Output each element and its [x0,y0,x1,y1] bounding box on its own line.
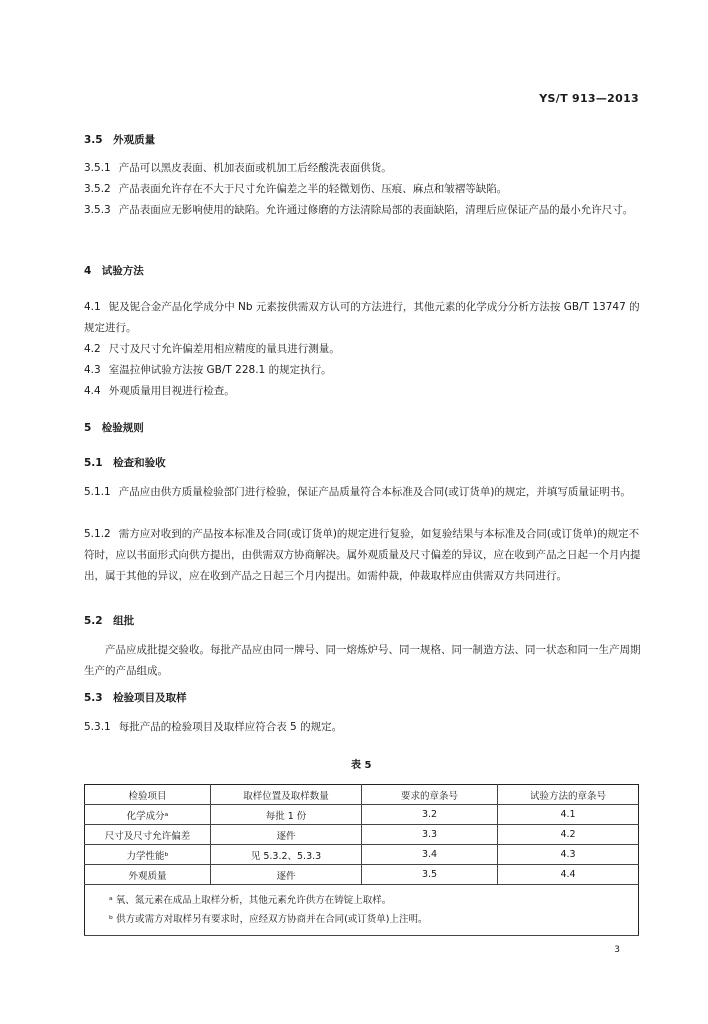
table-cell: 逐件 [211,865,362,885]
table-cell: 4.4 [498,865,639,885]
para-number: 4.2 [84,343,101,355]
table-cell: 4.2 [498,825,639,845]
table-cell: 3.3 [362,825,498,845]
table-row [85,825,639,845]
table-caption: 表 5 [351,760,372,771]
para-number: 5.1.2 [84,528,111,540]
section-5-1-heading: 5.1 检查和验收 [84,457,166,469]
para-text: 产品表面应无影响使用的缺陷。允许通过修磨的方法清除局部的表面缺陷，清理后应保证产品的最小允许尺寸。 [118,204,634,216]
para-number: 4.4 [84,385,101,397]
para-3-5-3 [84,200,644,221]
para-text: 产品应由供方质量检验部门进行检验，保证产品质量符合本标准及合同(或订货单)的规定，并填写质量证明书。 [118,486,631,498]
para-3-5-1 [84,158,644,179]
para-3-5-2 [84,179,644,200]
section-5-3-heading: 5.3 检验项目及取样 [84,692,187,704]
para-text: 铌及铌合金产品化学成分中 Nb 元素按供需双方认可的方法进行，其他元素的化学成分分析方法按 GB/T 13747 的规定进行。 [84,301,640,334]
table-header-cell: 要求的章条号 [362,785,498,805]
section-5-2-heading: 5.2 组批 [84,615,135,627]
table-header-cell: 试验方法的章条号 [498,785,639,805]
para-number: 3.5.2 [84,183,111,195]
para-number: 3.5.1 [84,162,111,174]
para-4-2 [84,339,644,360]
table-notes [85,885,639,936]
table-cell: 尺寸及尺寸允许偏差 [85,825,211,845]
para-number: 4.3 [84,364,101,376]
para-5-1-1 [84,482,644,503]
para-5-2: 产品应成批提交验收。每批产品应由同一牌号、同一熔炼炉号、同一规格、同一制造方法、同一状态和同一生产周期生产的产品组成。 [84,644,641,677]
para-4-1 [84,297,644,339]
table-cell: 逐件 [211,825,362,845]
para-text: 产品表面允许存在不大于尺寸允许偏差之半的轻微划伤、压痕、麻点和皱褶等缺陷。 [118,183,508,195]
para-4-3 [84,360,644,381]
table-header-row [85,785,639,805]
table-cell: 3.4 [362,845,498,865]
table-notes-row [85,885,639,936]
table-row [85,805,639,825]
table-cell: 3.5 [362,865,498,885]
table-cell: 3.2 [362,805,498,825]
para-text: 外观质量用目视进行检查。 [108,385,235,397]
table-cell: 化学成分ᵃ [85,805,211,825]
table-header-cell: 取样位置及取样数量 [211,785,362,805]
para-4-4 [84,381,644,402]
table-cell: 力学性能ᵇ [85,845,211,865]
table-row [85,845,639,865]
para-text: 产品可以黑皮表面、机加表面或机加工后经酸洗表面供货。 [118,162,392,174]
table-cell: 4.1 [498,805,639,825]
table-header-cell: 检验项目 [85,785,211,805]
para-5-3-1 [84,717,644,738]
para-5-1-2 [84,524,644,587]
table-note-a: ᵃ 氧、氮元素在成品上取样分析，其他元素允许供方在铸锭上取样。 [109,895,392,906]
para-number: 4.1 [84,301,101,313]
table-cell: 见 5.3.2、5.3.3 [211,845,362,865]
table-5 [84,784,639,936]
section-5-heading: 5 检验规则 [84,422,144,434]
para-text: 每批产品的检验项目及取样应符合表 5 的规定。 [118,721,343,733]
section-4-heading: 4 试验方法 [84,265,144,277]
table-note-b: ᵇ 供方或需方对取样另有要求时，应经双方协商并在合同(或订货单)上注明。 [109,914,428,925]
para-text: 室温拉伸试验方法按 GB/T 228.1 的规定执行。 [108,364,332,376]
para-number: 5.3.1 [84,721,111,733]
table-row [85,865,639,885]
para-text: 需方应对收到的产品按本标准及合同(或订货单)的规定进行复验，如复验结果与本标准及合同(或订货单)的规定不符时，应以书面形式向供方提出，由供需双方协商解决。属外观质量及尺寸偏差的异议，应在收到产品之日起一个月内提出，属于其他的异议，应在收到产品之日起三个月内提出。如需仲裁，仲裁取样应由供需双方共同进行。 [84,528,641,582]
table-cell: 每批 1 份 [211,805,362,825]
section-3-5-heading: 3.5 外观质量 [84,134,156,146]
page-number: 3 [614,945,620,955]
table-cell: 4.3 [498,845,639,865]
para-text: 尺寸及尺寸允许偏差用相应精度的量具进行测量。 [108,343,340,355]
standard-code-header: YS/T 913—2013 [539,92,639,105]
para-number: 3.5.3 [84,204,111,216]
para-number: 5.1.1 [84,486,111,498]
table-cell: 外观质量 [85,865,211,885]
